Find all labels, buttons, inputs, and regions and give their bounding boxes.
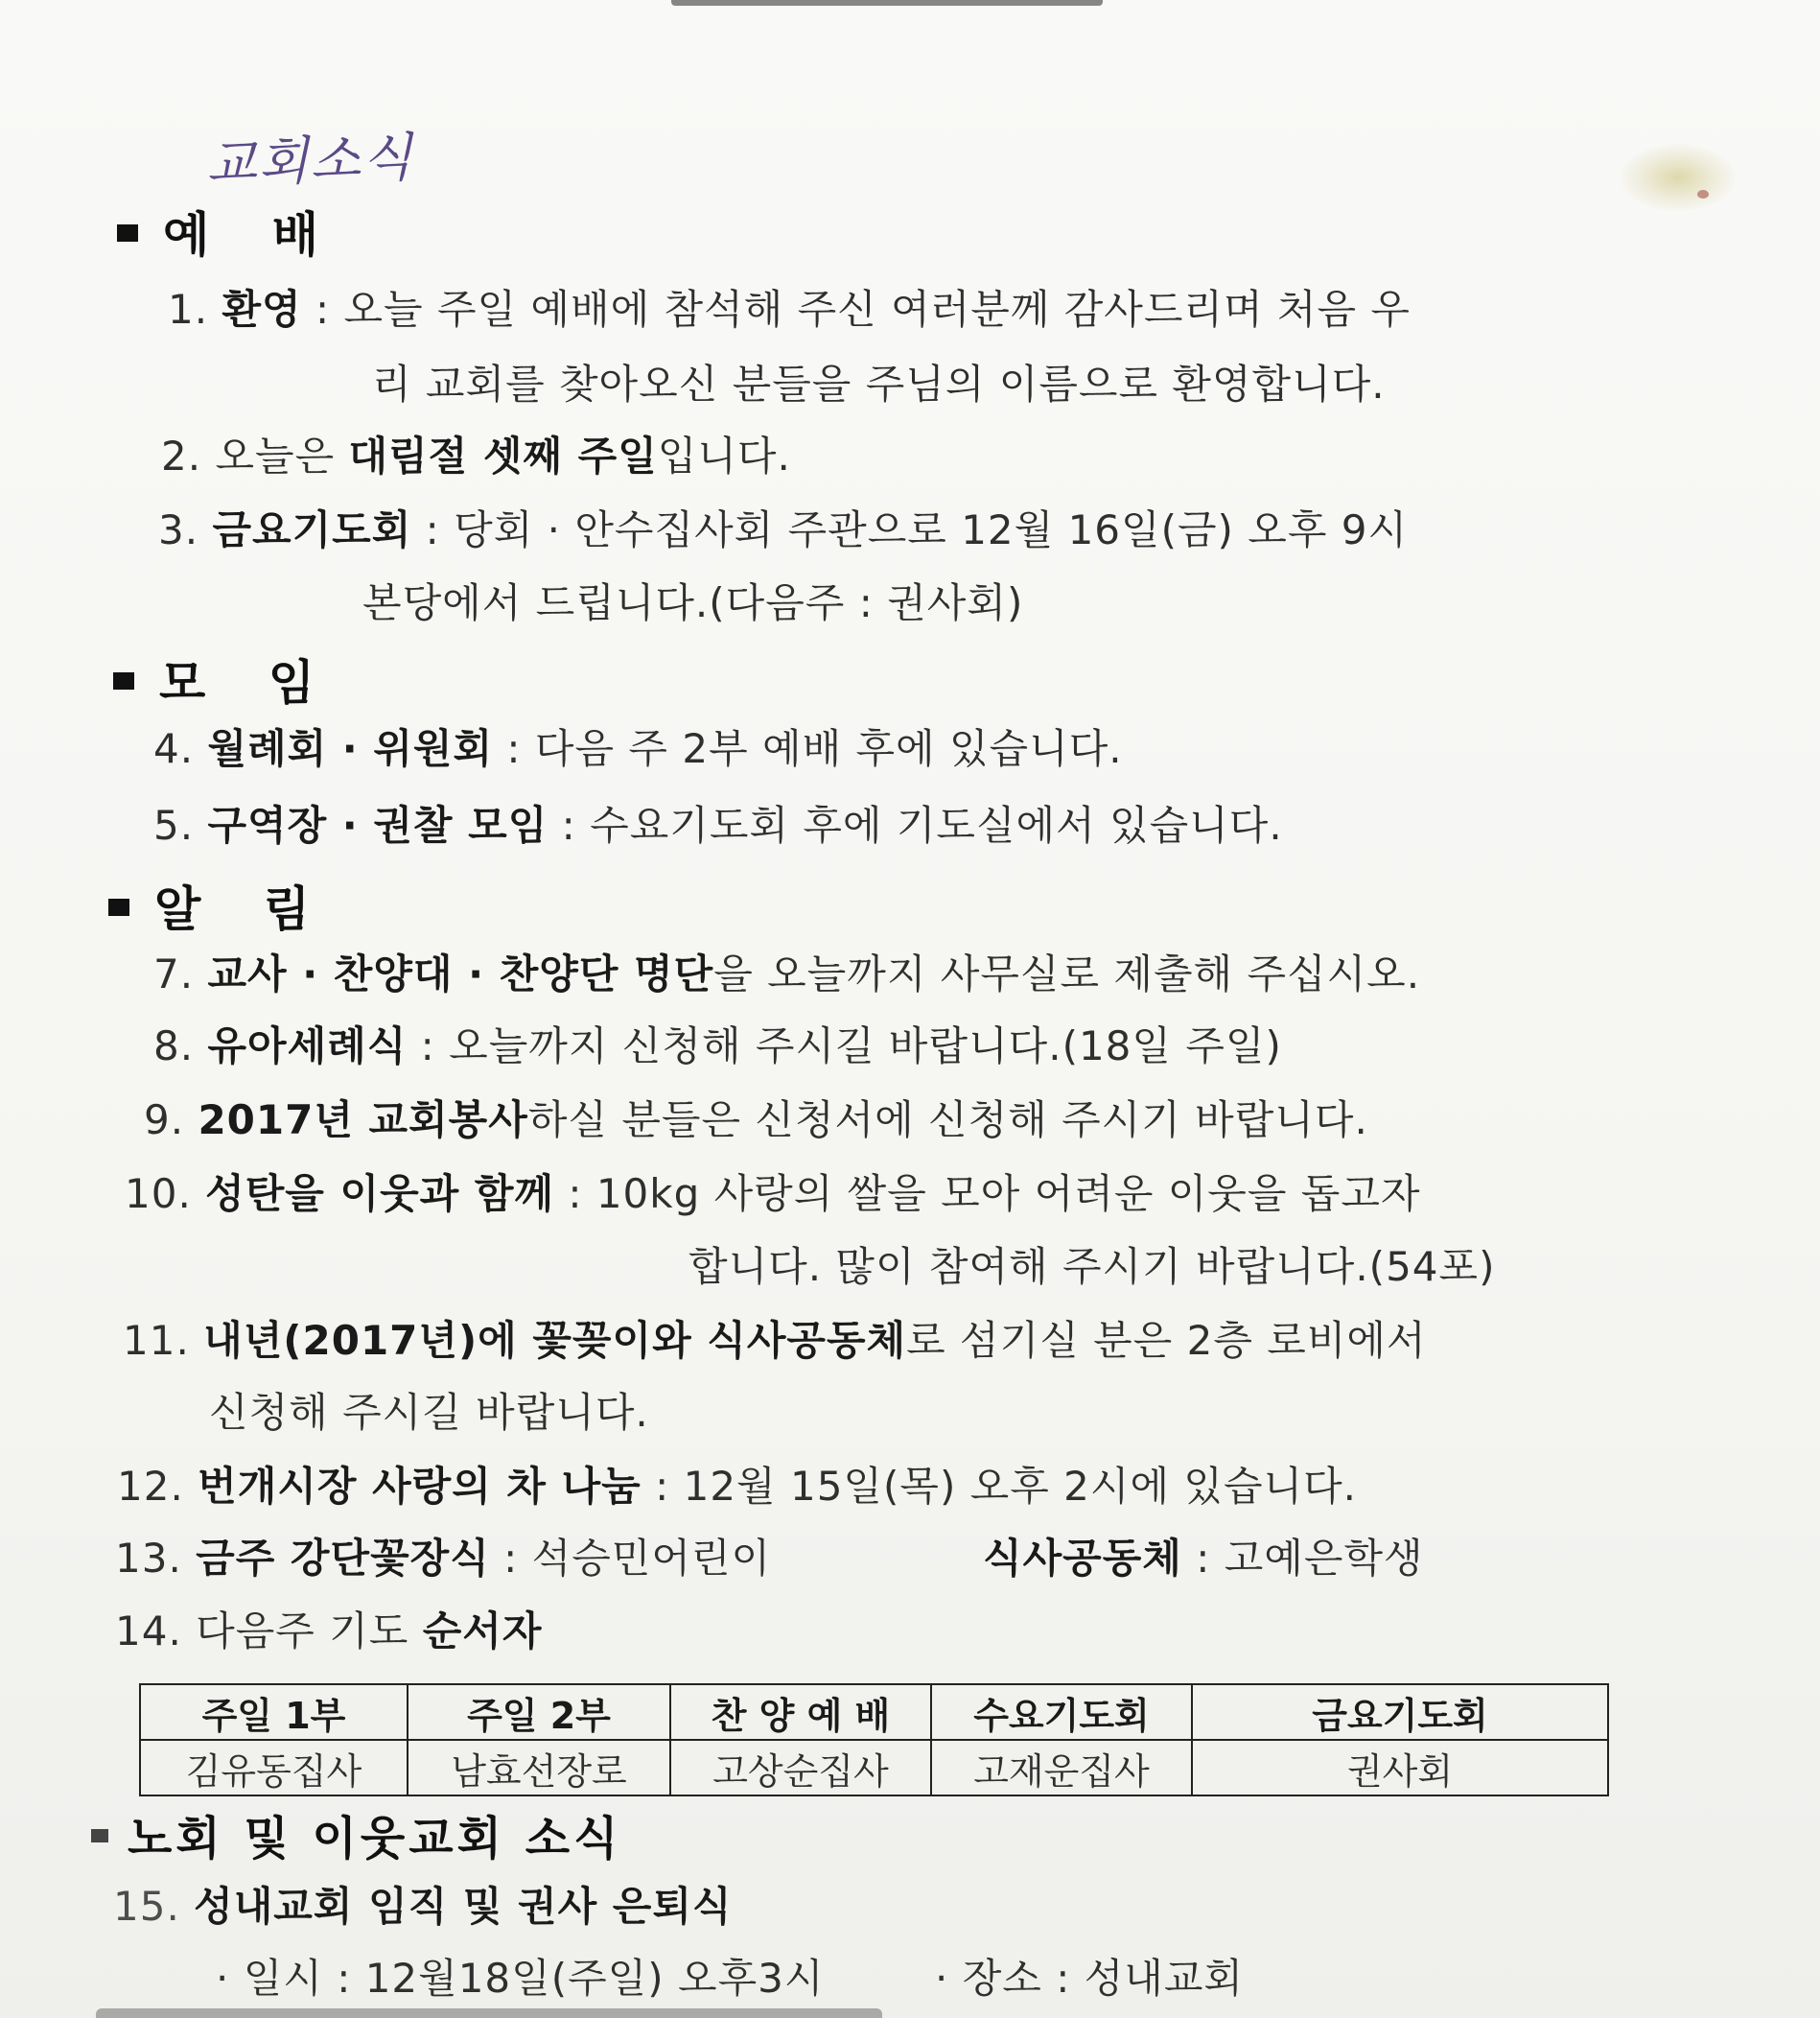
- item-1-continuation: 리 교회를 찾아오신 분들을 주님의 이름으로 환영합니다.: [372, 361, 1386, 408]
- section-meeting-label: 모 임: [159, 655, 338, 711]
- item-4: [153, 717, 1123, 775]
- table-cell: 고상순집사: [670, 1740, 931, 1795]
- item-15-title: 성내교회 임직 및 권사 은퇴식: [194, 1883, 733, 1930]
- item-8-title: 유아세례식: [207, 1022, 408, 1069]
- section-worship-label: 예 배: [163, 207, 342, 263]
- item-14-text: 다음주 기도: [196, 1607, 423, 1654]
- item-number: 8.: [153, 1022, 195, 1069]
- prayer-schedule-table: [139, 1683, 1609, 1796]
- item-13-title: 금주 강단꽃장식: [196, 1535, 490, 1582]
- item-9-text: 하실 분들은 신청서에 신청해 주시기 바랍니다.: [527, 1096, 1368, 1143]
- table-header-cell: 수요기도회: [931, 1684, 1192, 1740]
- item-7-title: 교사 · 찬양대 · 찬양단 명단: [207, 950, 714, 997]
- item-2-highlight: 대림절 셋째 주일: [348, 433, 658, 480]
- item-9-title: 2017년 교회봉사: [198, 1096, 528, 1143]
- item-10: [125, 1162, 1421, 1220]
- item-number: 4.: [153, 725, 195, 772]
- section-worship-heading: [117, 197, 341, 266]
- item-12-title: 번개시장 사랑의 차 나눔: [198, 1463, 642, 1510]
- item-15: [113, 1875, 733, 1933]
- item-3-continuation: 본당에서 드립니다.(다음주 : 권사회): [362, 579, 1024, 626]
- item-14: [115, 1600, 542, 1657]
- table-header-row: [140, 1684, 1608, 1740]
- item-11-continuation: 신청해 주시길 바랍니다.: [209, 1389, 649, 1436]
- table-header-cell: 금요기도회: [1192, 1684, 1608, 1740]
- item-3-text: : 당회 · 안수집사회 주관으로 12월 16일(금) 오후 9시: [411, 506, 1409, 553]
- item-15-date: · 일시 : 12월18일(주일) 오후3시: [216, 1955, 825, 2002]
- item-14-title: 순서자: [422, 1607, 543, 1654]
- item-number: 7.: [153, 950, 195, 997]
- item-8-text: : 오늘까지 신청해 주시길 바랍니다.(18일 주일): [407, 1022, 1282, 1069]
- paper-stain-dot: [1697, 190, 1709, 199]
- item-5-title: 구역장 · 권찰 모임: [207, 802, 548, 849]
- item-7: [153, 943, 1420, 1000]
- item-13-secondary-text: : 고예은학생: [1181, 1535, 1424, 1582]
- item-4-title: 월례회 · 위원회: [207, 725, 494, 772]
- item-1: [168, 278, 1411, 336]
- table-cell: 남효선장로: [408, 1740, 670, 1795]
- item-15-place: · 장소 : 성내교회: [935, 1955, 1244, 2002]
- table-header-cell: 주일 1부: [140, 1684, 408, 1740]
- handwritten-title: 교회소식: [205, 127, 415, 195]
- paper-stain: [1621, 144, 1736, 211]
- item-number: 15.: [113, 1883, 180, 1930]
- section-notice-label: 알 림: [154, 881, 334, 937]
- table-header-cell: 주일 2부: [408, 1684, 670, 1740]
- bullet-square-icon: [91, 1829, 108, 1842]
- item-2: [161, 425, 791, 482]
- item-number: 12.: [117, 1463, 184, 1510]
- section-meeting-heading: [113, 645, 338, 714]
- item-13-secondary: [983, 1527, 1424, 1584]
- item-3-title: 금요기도회: [212, 506, 412, 553]
- bullet-square-icon: [113, 672, 134, 690]
- item-11-title: 내년(2017년)에 꽃꽂이와 식사공동체: [203, 1317, 907, 1364]
- section-presbytery-label: 노회 및 이웃교회 소식: [128, 1812, 622, 1865]
- item-2-text: 입니다.: [657, 433, 791, 480]
- section-presbytery-heading: [91, 1801, 621, 1867]
- item-number: 11.: [123, 1317, 190, 1364]
- item-13-secondary-title: 식사공동체: [983, 1535, 1182, 1582]
- item-8: [153, 1015, 1282, 1072]
- item-number: 2.: [161, 433, 202, 480]
- item-number: 14.: [115, 1607, 182, 1654]
- table-row: [140, 1740, 1608, 1795]
- item-1-title: 환영: [222, 286, 302, 333]
- item-number: 13.: [115, 1535, 182, 1582]
- item-number: 9.: [144, 1096, 185, 1143]
- item-12-text: : 12월 15일(목) 오후 2시에 있습니다.: [641, 1463, 1358, 1510]
- item-11: [123, 1309, 1427, 1367]
- section-notice-heading: [108, 871, 333, 940]
- item-1-text: : 오늘 주일 예배에 참석해 주신 여러분께 감사드리며 처음 우: [301, 286, 1411, 333]
- item-number: 1.: [168, 286, 209, 333]
- bullet-square-icon: [117, 224, 138, 242]
- item-5: [153, 794, 1283, 852]
- table-header-cell: 찬 양 예 배: [670, 1684, 931, 1740]
- item-number: 3.: [158, 506, 199, 553]
- item-5-text: : 수요기도회 후에 기도실에서 있습니다.: [548, 802, 1283, 849]
- item-10-continuation: 합니다. 많이 참여해 주시기 바랍니다.(54포): [688, 1243, 1496, 1290]
- item-7-text: 을 오늘까지 사무실로 제출해 주십시오.: [713, 950, 1421, 997]
- table-cell: 권사회: [1192, 1740, 1608, 1795]
- item-4-text: : 다음 주 2부 예배 후에 있습니다.: [493, 725, 1123, 772]
- top-edge-shadow: [671, 0, 1103, 6]
- item-11-text: 로 섬기실 분은 2층 로비에서: [906, 1317, 1427, 1364]
- table-cell: 김유동집사: [140, 1740, 408, 1795]
- item-10-text: : 10kg 사랑의 쌀을 모아 어려운 이웃을 돕고자: [553, 1170, 1421, 1217]
- bottom-edge-shadow: [96, 2008, 882, 2018]
- item-number: 5.: [153, 802, 195, 849]
- bullet-square-icon: [108, 899, 129, 916]
- item-13-text: : 석승민어린이: [489, 1535, 772, 1582]
- item-number: 10.: [125, 1170, 192, 1217]
- item-12: [117, 1455, 1357, 1513]
- item-13: [115, 1527, 771, 1584]
- item-10-title: 성탄을 이웃과 함께: [205, 1170, 554, 1217]
- item-3: [158, 499, 1408, 556]
- item-2-prefix: 오늘은: [215, 433, 349, 480]
- item-9: [144, 1089, 1368, 1146]
- table-cell: 고재운집사: [931, 1740, 1192, 1795]
